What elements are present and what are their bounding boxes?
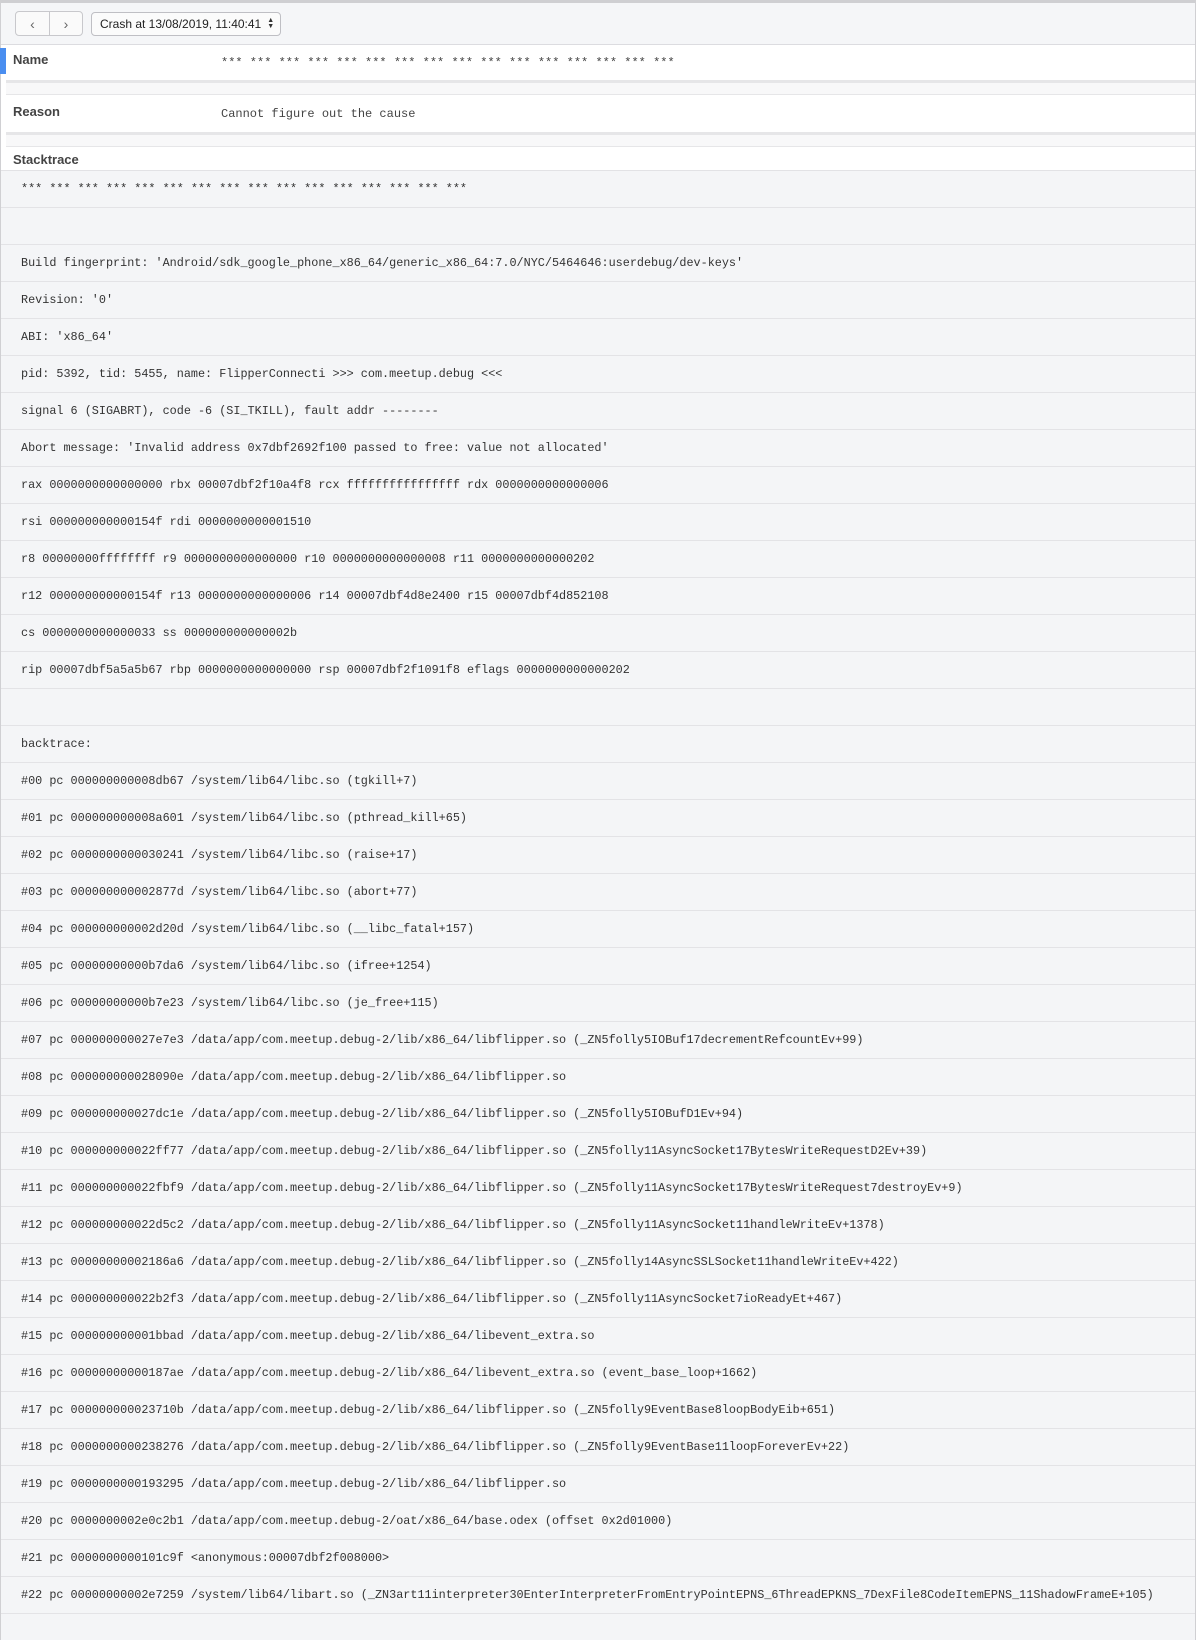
reason-label: Reason: [13, 104, 60, 119]
crash-select-value: Crash at 13/08/2019, 11:40:41: [100, 16, 262, 31]
stacktrace-line: #21 pc 0000000000101c9f <anonymous:00007dbf2f008000>: [1, 1540, 1195, 1577]
stacktrace-line: #19 pc 0000000000193295 /data/app/com.meetup.debug-2/lib/x86_64/libflipper.so: [1, 1466, 1195, 1503]
stacktrace-line: [1, 208, 1195, 245]
stacktrace-list: [1, 171, 1195, 1640]
stacktrace-line: #16 pc 00000000000187ae /data/app/com.meetup.debug-2/lib/x86_64/libevent_extra.so (event_base_loop+1662): [1, 1355, 1195, 1392]
previous-crash-button[interactable]: [16, 12, 49, 35]
next-crash-button[interactable]: [49, 12, 82, 35]
name-field: [1, 45, 1195, 80]
stacktrace-line: #07 pc 000000000027e7e3 /data/app/com.meetup.debug-2/lib/x86_64/libflipper.so (_ZN5folly5IOBuf17decrementRefcountEv+99): [1, 1022, 1195, 1059]
stacktrace-line: Revision: '0': [1, 282, 1195, 319]
name-value: *** *** *** *** *** *** *** *** *** *** *** *** *** *** *** ***: [221, 56, 675, 70]
stacktrace-line: #01 pc 000000000008a601 /system/lib64/libc.so (pthread_kill+65): [1, 800, 1195, 837]
stacktrace-line: #22 pc 00000000002e7259 /system/lib64/libart.so (_ZN3art11interpreter30EnterInterpreterFromEntryPointEPNS_6ThreadEPKNS_7DexFile8CodeItemEPNS_11ShadowFrameE+105): [1, 1577, 1195, 1614]
stacktrace-line: #10 pc 000000000022ff77 /data/app/com.meetup.debug-2/lib/x86_64/libflipper.so (_ZN5folly11AsyncSocket17BytesWriteRequestD2Ev+39): [1, 1133, 1195, 1170]
stacktrace-line: signal 6 (SIGABRT), code -6 (SI_TKILL), fault addr --------: [1, 393, 1195, 430]
stacktrace-line: #03 pc 000000000002877d /system/lib64/libc.so (abort+77): [1, 874, 1195, 911]
reason-value: Cannot figure out the cause: [221, 107, 416, 121]
stacktrace-line: #00 pc 000000000008db67 /system/lib64/libc.so (tgkill+7): [1, 763, 1195, 800]
stacktrace-line: #14 pc 000000000022b2f3 /data/app/com.meetup.debug-2/lib/x86_64/libflipper.so (_ZN5folly11AsyncSocket7ioReadyEt+467): [1, 1281, 1195, 1318]
chevron-right-icon: ›: [63, 15, 69, 32]
name-label: Name: [13, 52, 49, 67]
stacktrace-line: [1, 1614, 1195, 1640]
toolbar: [1, 3, 1195, 45]
stacktrace-line: #12 pc 000000000022d5c2 /data/app/com.meetup.debug-2/lib/x86_64/libflipper.so (_ZN5folly11AsyncSocket11handleWriteEv+1378): [1, 1207, 1195, 1244]
stacktrace-line: #11 pc 000000000022fbf9 /data/app/com.meetup.debug-2/lib/x86_64/libflipper.so (_ZN5folly11AsyncSocket17BytesWriteRequest7destroyEv+9): [1, 1170, 1195, 1207]
stacktrace-line: #15 pc 000000000001bbad /data/app/com.meetup.debug-2/lib/x86_64/libevent_extra.so: [1, 1318, 1195, 1355]
stacktrace-line: rsi 000000000000154f rdi 0000000000001510: [1, 504, 1195, 541]
stacktrace-line: *** *** *** *** *** *** *** *** *** *** *** *** *** *** *** ***: [1, 171, 1195, 208]
stacktrace-line: r12 000000000000154f r13 0000000000000006 r14 00007dbf4d8e2400 r15 00007dbf4d852108: [1, 578, 1195, 615]
stacktrace-line: #18 pc 0000000000238276 /data/app/com.meetup.debug-2/lib/x86_64/libflipper.so (_ZN5folly9EventBase11loopForeverEv+22): [1, 1429, 1195, 1466]
selection-indicator: [0, 48, 6, 74]
stacktrace-line: rax 0000000000000000 rbx 00007dbf2f10a4f8 rcx ffffffffffffffff rdx 0000000000000006: [1, 467, 1195, 504]
stacktrace-line: cs 0000000000000033 ss 000000000000002b: [1, 615, 1195, 652]
stacktrace-line: ABI: 'x86_64': [1, 319, 1195, 356]
chevron-left-icon: ‹: [30, 15, 35, 32]
stacktrace-line: #04 pc 000000000002d20d /system/lib64/libc.so (__libc_fatal+157): [1, 911, 1195, 948]
stacktrace-line: pid: 5392, tid: 5455, name: FlipperConnecti >>> com.meetup.debug <<<: [1, 356, 1195, 393]
stacktrace-label: Stacktrace: [1, 147, 1195, 171]
stacktrace-line: #09 pc 000000000027dc1e /data/app/com.meetup.debug-2/lib/x86_64/libflipper.so (_ZN5folly5IOBufD1Ev+94): [1, 1096, 1195, 1133]
reason-field: [1, 95, 1195, 132]
stacktrace-line: Abort message: 'Invalid address 0x7dbf2692f100 passed to free: value not allocated': [1, 430, 1195, 467]
stacktrace-line: #02 pc 0000000000030241 /system/lib64/libc.so (raise+17): [1, 837, 1195, 874]
stacktrace-line: r8 00000000ffffffff r9 0000000000000000 r10 0000000000000008 r11 0000000000000202: [1, 541, 1195, 578]
stacktrace-line: backtrace:: [1, 726, 1195, 763]
divider: [6, 132, 1195, 147]
stacktrace-line: Build fingerprint: 'Android/sdk_google_phone_x86_64/generic_x86_64:7.0/NYC/5464646:userdebug/dev-keys': [1, 245, 1195, 282]
stacktrace-line: rip 00007dbf5a5a5b67 rbp 0000000000000000 rsp 00007dbf2f1091f8 eflags 0000000000000202: [1, 652, 1195, 689]
stacktrace-line: #08 pc 000000000028090e /data/app/com.meetup.debug-2/lib/x86_64/libflipper.so: [1, 1059, 1195, 1096]
navigation-buttons: [15, 11, 83, 36]
stacktrace-line: [1, 689, 1195, 726]
divider: [6, 80, 1195, 95]
select-arrows-icon: ▲ ▼: [267, 16, 275, 30]
stacktrace-line: #06 pc 00000000000b7e23 /system/lib64/libc.so (je_free+115): [1, 985, 1195, 1022]
stacktrace-line: #05 pc 00000000000b7da6 /system/lib64/libc.so (ifree+1254): [1, 948, 1195, 985]
stacktrace-line: #17 pc 000000000023710b /data/app/com.meetup.debug-2/lib/x86_64/libflipper.so (_ZN5folly9EventBase8loopBodyEib+651): [1, 1392, 1195, 1429]
stacktrace-line: #20 pc 0000000002e0c2b1 /data/app/com.meetup.debug-2/oat/x86_64/base.odex (offset 0x2d01000): [1, 1503, 1195, 1540]
stacktrace-line: #13 pc 00000000002186a6 /data/app/com.meetup.debug-2/lib/x86_64/libflipper.so (_ZN5folly14AsyncSSLSocket11handleWriteEv+422): [1, 1244, 1195, 1281]
crash-select[interactable]: [91, 12, 281, 36]
